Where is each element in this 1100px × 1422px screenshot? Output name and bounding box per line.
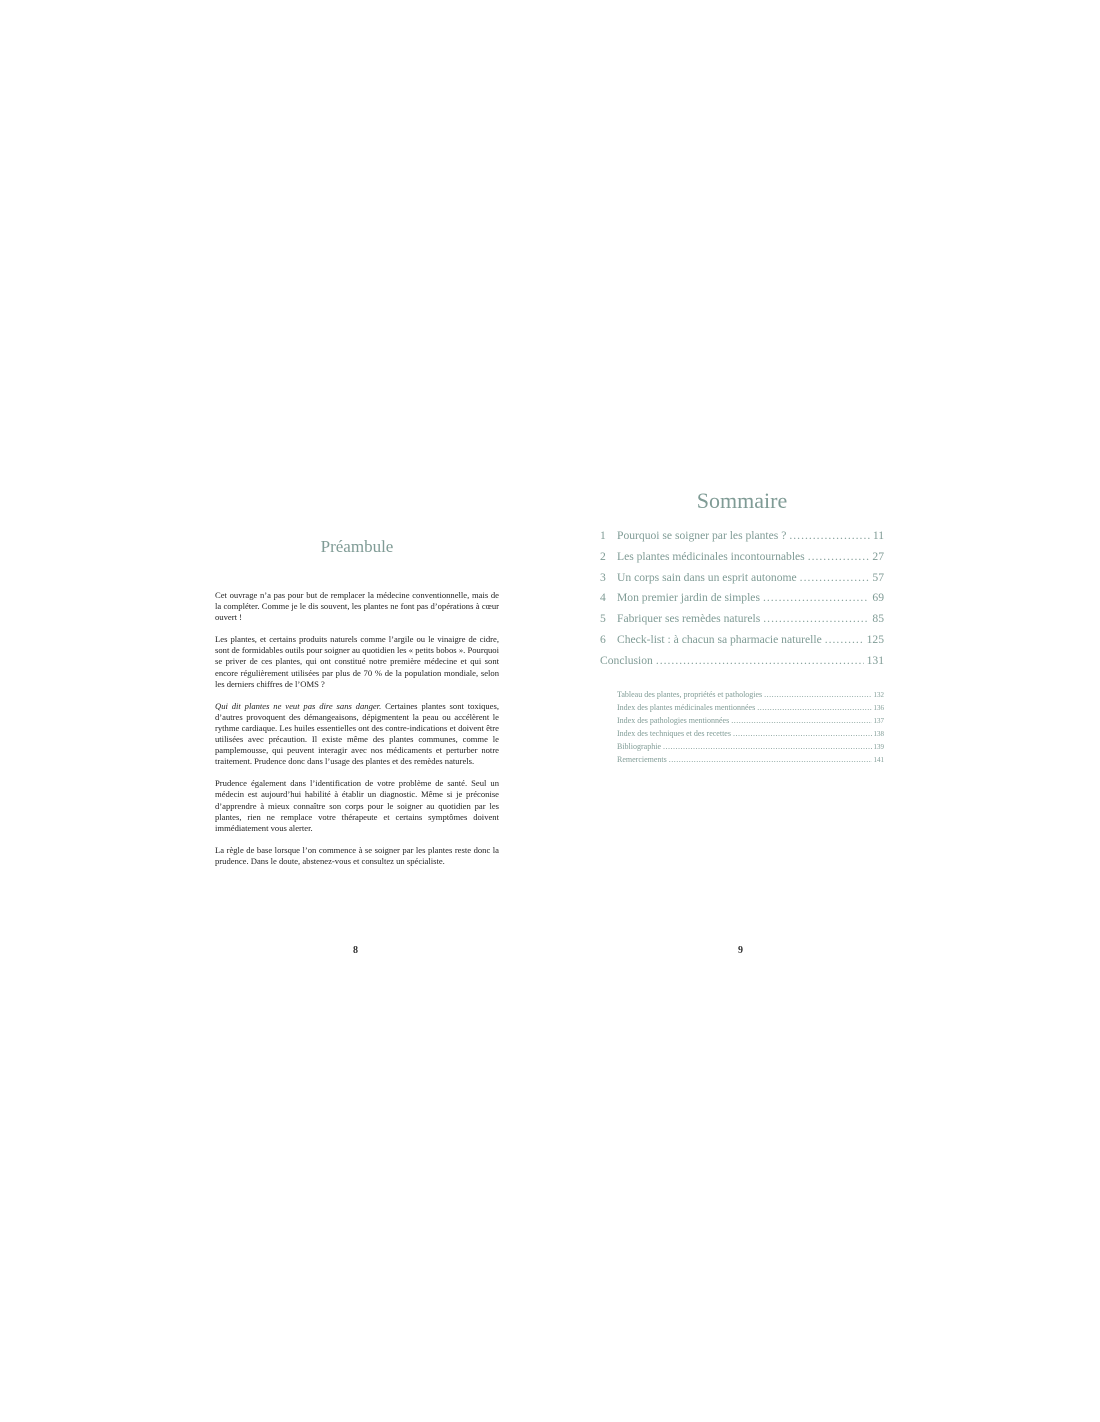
toc-chapter-page: 11 xyxy=(872,529,884,542)
toc-chapter-label: Un corps sain dans un esprit autonome xyxy=(617,570,797,584)
annex-leader-dots xyxy=(764,690,871,699)
annex-leader-dots xyxy=(757,703,871,712)
toc-chapter-number: 3 xyxy=(600,570,606,584)
annex-list xyxy=(617,690,884,768)
toc-chapter-2[interactable] xyxy=(600,550,884,571)
toc-chapter-4[interactable] xyxy=(600,591,884,612)
toc-chapter-1[interactable] xyxy=(600,529,884,550)
annex-page: 139 xyxy=(873,743,884,751)
paragraph-3-lead: Qui dit plantes ne veut pas dire sans danger. xyxy=(215,700,382,711)
toc-chapter-page: 27 xyxy=(872,549,884,563)
toc-chapter-label: Mon premier jardin de simples xyxy=(617,591,760,605)
annex-item-remerciements[interactable] xyxy=(617,755,884,768)
toc-chapter-number: 6 xyxy=(600,632,606,646)
annex-leader-dots xyxy=(731,716,871,725)
annex-label: Index des techniques et des recettes xyxy=(617,729,731,738)
annex-label: Remerciements xyxy=(617,755,667,764)
annex-label: Tableau des plantes, propriétés et pathologies xyxy=(617,690,763,699)
toc-chapter-label: Fabriquer ses remèdes naturels xyxy=(617,612,761,626)
toc-chapter-number: 2 xyxy=(600,549,606,563)
page-number-right: 9 xyxy=(738,945,743,956)
toc-leader-dots xyxy=(825,633,864,646)
paragraph-1: Cet ouvrage n’a pas pour but de remplacer la médecine conventionnelle, mais de la compléter. Comme je le dis souvent, les plantes ne font pas d’opérations à cœur ouvert ! xyxy=(215,590,499,623)
annex-page: 141 xyxy=(873,756,884,764)
annex-label: Index des plantes médicinales mentionnées xyxy=(617,703,756,712)
page-number-left: 8 xyxy=(353,945,358,956)
toc-chapter-number: 1 xyxy=(600,529,606,542)
annex-leader-dots xyxy=(733,729,872,738)
toc-leader-dots xyxy=(656,654,864,667)
toc-chapter-page: 57 xyxy=(872,570,884,584)
annex-item-tableau[interactable] xyxy=(617,690,884,703)
annex-item-index-techniques[interactable] xyxy=(617,729,884,742)
toc-leader-dots xyxy=(808,550,870,563)
annex-label: Bibliographie xyxy=(617,742,661,751)
toc-conclusion-page: 131 xyxy=(866,653,884,667)
paragraph-2: Les plantes, et certains produits naturels comme l’argile ou le vinaigre de cidre, sont de formidables outils pour soigner au quotidien les « petits bobos ». Pourquoi se priver de ces plantes, qui ont constitué notre première médecine et qui sont encore régulièrement utilisées par plus de 70 % de la population mondiale, selon les derniers chiffres de l’OMS ? xyxy=(215,634,499,689)
toc-leader-dots xyxy=(763,591,869,604)
toc-chapter-5[interactable] xyxy=(600,612,884,633)
paragraph-5: La règle de base lorsque l’on commence à se soigner par les plantes reste donc la prudence. Dans le doute, abstenez-vous et consultez un spécialiste. xyxy=(215,844,499,866)
annex-label: Index des pathologies mentionnées xyxy=(617,716,730,725)
toc-leader-dots xyxy=(763,612,869,625)
paragraph-3 xyxy=(215,701,499,768)
toc-chapter-number: 5 xyxy=(600,612,606,626)
preamble-title: Préambule xyxy=(320,537,394,556)
preamble-body xyxy=(215,590,499,878)
toc-chapter-number: 4 xyxy=(600,591,606,605)
annex-item-index-plantes[interactable] xyxy=(617,703,884,716)
toc-chapter-label: Check-list : à chacun sa pharmacie naturelle xyxy=(617,632,822,646)
toc-chapter-label: Les plantes médicinales incontournables xyxy=(617,549,805,563)
table-of-contents xyxy=(600,529,884,675)
annex-item-bibliographie[interactable] xyxy=(617,742,884,755)
sommaire-title: Sommaire xyxy=(696,488,788,513)
annex-page: 138 xyxy=(873,730,884,738)
annex-page: 136 xyxy=(873,704,884,712)
paragraph-4: Prudence également dans l’identification de votre problème de santé. Seul un médecin est aujourd’hui habilité à établir un diagnostic. Même si je préconise d’apprendre à mieux connaître son corps pour le soigner au quotidien par les plantes, rien ne remplace votre thérapeute et certains symptômes doivent immédiatement vous alerter. xyxy=(215,778,499,833)
toc-chapter-6[interactable] xyxy=(600,633,884,654)
annex-page: 137 xyxy=(873,717,884,725)
toc-chapter-page: 125 xyxy=(866,632,884,646)
toc-chapter-3[interactable] xyxy=(600,571,884,592)
toc-chapter-page: 69 xyxy=(872,591,884,605)
annex-item-index-pathologies[interactable] xyxy=(617,716,884,729)
paragraph-3-rest: Certaines plantes sont toxiques, d’autres provoquent des démangeaisons, dépigmentent la peau ou accélèrent le rythme cardiaque. Les huiles essentielles ont des contre-indications et doivent être utilisées avec précaution. Il existe même des plantes communes, comme le pamplemousse, qui peuvent interagir avec nos médicaments et perturber notre traitement. Prudence donc dans l’usage des plantes et des remèdes naturels. xyxy=(215,700,499,767)
toc-conclusion-label: Conclusion xyxy=(600,653,653,667)
toc-leader-dots xyxy=(800,571,870,584)
annex-leader-dots xyxy=(669,755,872,764)
toc-leader-dots xyxy=(789,529,869,542)
annex-page: 132 xyxy=(873,691,884,699)
annex-leader-dots xyxy=(663,742,872,751)
toc-chapter-label: Pourquoi se soigner par les plantes ? xyxy=(617,529,787,542)
toc-chapter-page: 85 xyxy=(872,612,884,626)
toc-conclusion[interactable] xyxy=(600,654,884,675)
